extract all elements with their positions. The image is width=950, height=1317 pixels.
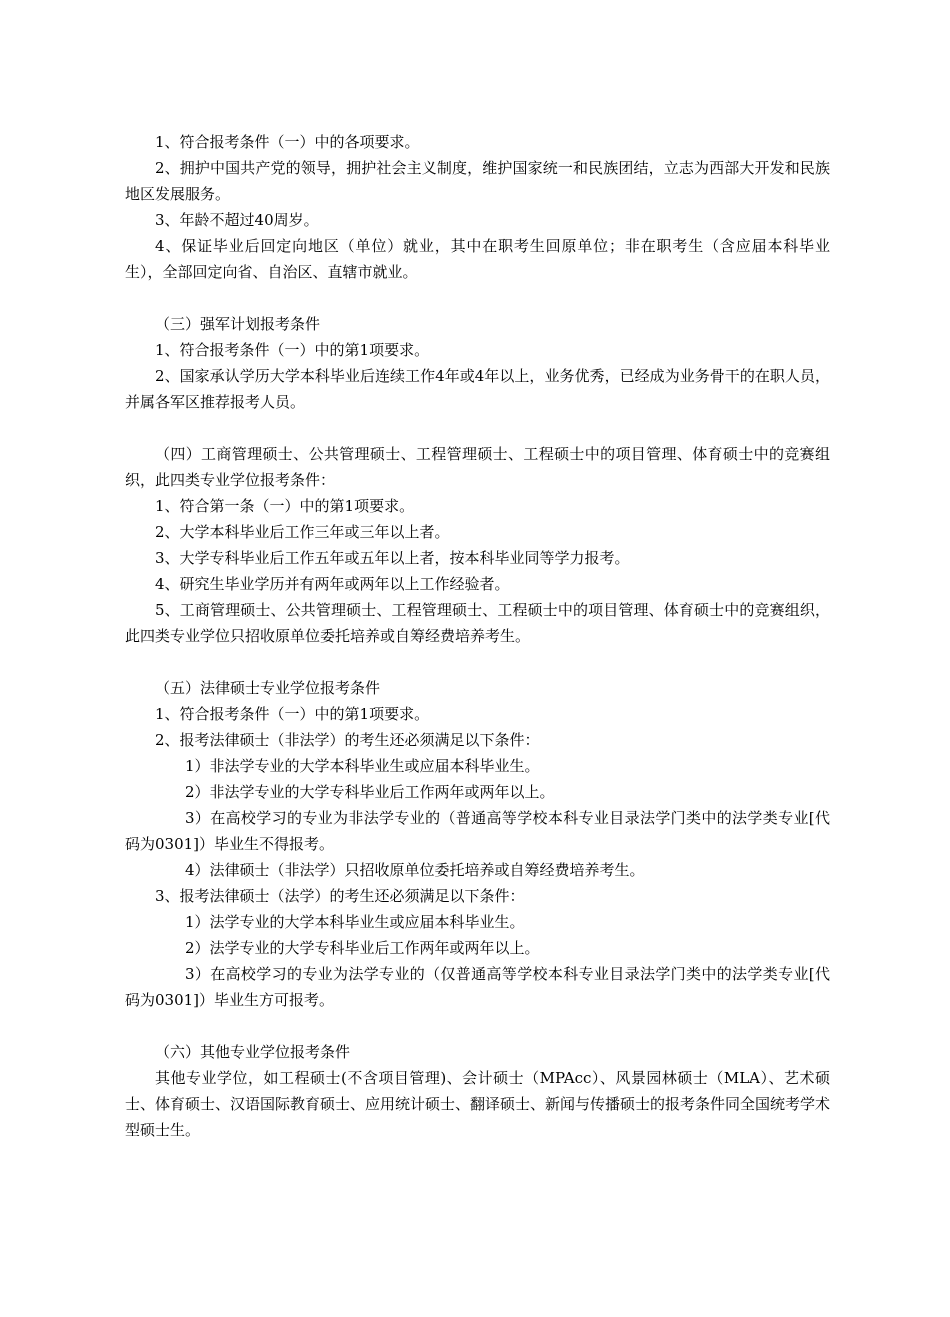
section-3-item-2: 2、国家承认学历大学本科毕业后连续工作4年或4年以上，业务优秀，已经成为业务骨干的在职人员，并属各军区推荐报考人员。 [125,367,830,411]
section-4-item-1: 1、符合第一条（一）中的第1项要求。 [155,497,415,515]
section-5-item-1: 1、符合报考条件（一）中的第1项要求。 [155,705,430,723]
intro-item-4: 4、保证毕业后回定向地区（单位）就业，其中在职考生回原单位；非在职考生（含应届本科毕业生），全部回定向省、自治区、直辖市就业。 [125,237,830,281]
section-6-body: 其他专业学位，如工程硕士(不含项目管理)、会计硕士（MPAcc）、风景园林硕士（MLA）、艺术硕士、体育硕士、汉语国际教育硕士、应用统计硕士、翻译硕士、新闻与传播硕士的报考条件同全国统考学术型硕士生。 [125,1069,831,1139]
section-5-item-2-sub-2: 2）非法学专业的大学专科毕业后工作两年或两年以上。 [185,783,555,801]
intro-item-3: 3、年龄不超过40周岁。 [155,211,319,229]
section-4-item-3: 3、大学专科毕业后工作五年或五年以上者，按本科毕业同等学力报考。 [155,549,630,567]
intro-item-2: 2、拥护中国共产党的领导，拥护社会主义制度，维护国家统一和民族团结，立志为西部大开发和民族地区发展服务。 [125,159,830,203]
section-4 [125,441,830,649]
section-5-heading: （五）法律硕士专业学位报考条件 [155,679,381,697]
section-3 [125,311,830,415]
document-page [125,129,830,1143]
section-5-item-3-sub-3: 3）在高校学习的专业为法学专业的（仅普通高等学校本科专业目录法学门类中的法学类专业[代码为0301]）毕业生方可报考。 [125,965,830,1009]
section-6 [125,1039,830,1143]
section-5-item-2-sub-4: 4）法律硕士（非法学）只招收原单位委托培养或自筹经费培养考生。 [185,861,645,879]
section-3-heading: （三）强军计划报考条件 [155,315,321,333]
section-5-item-2: 2、报考法律硕士（非法学）的考生还必须满足以下条件： [155,731,540,749]
section-6-heading: （六）其他专业学位报考条件 [155,1043,351,1061]
section-5 [125,675,830,1013]
section-5-item-2-sub-3: 3）在高校学习的专业为非法学专业的（普通高等学校本科专业目录法学门类中的法学类专业[代码为0301]）毕业生不得报考。 [125,809,830,853]
section-4-item-5: 5、工商管理硕士、公共管理硕士、工程管理硕士、工程硕士中的项目管理、体育硕士中的竞赛组织，此四类专业学位只招收原单位委托培养或自筹经费培养考生。 [125,601,830,645]
section-5-item-3: 3、报考法律硕士（法学）的考生还必须满足以下条件： [155,887,525,905]
section-4-item-4: 4、研究生毕业学历并有两年或两年以上工作经验者。 [155,575,510,593]
section-5-item-3-sub-2: 2）法学专业的大学专科毕业后工作两年或两年以上。 [185,939,540,957]
intro-block [125,129,830,285]
section-3-item-1: 1、符合报考条件（一）中的第1项要求。 [155,341,430,359]
section-5-item-3-sub-1: 1）法学专业的大学本科毕业生或应届本科毕业生。 [185,913,525,931]
section-4-item-2: 2、大学本科毕业后工作三年或三年以上者。 [155,523,450,541]
intro-item-1: 1、符合报考条件（一）中的各项要求。 [155,133,420,151]
section-5-item-2-sub-1: 1）非法学专业的大学本科毕业生或应届本科毕业生。 [185,757,540,775]
section-4-heading: （四）工商管理硕士、公共管理硕士、工程管理硕士、工程硕士中的项目管理、体育硕士中的竞赛组织，此四类专业学位报考条件： [125,445,830,489]
